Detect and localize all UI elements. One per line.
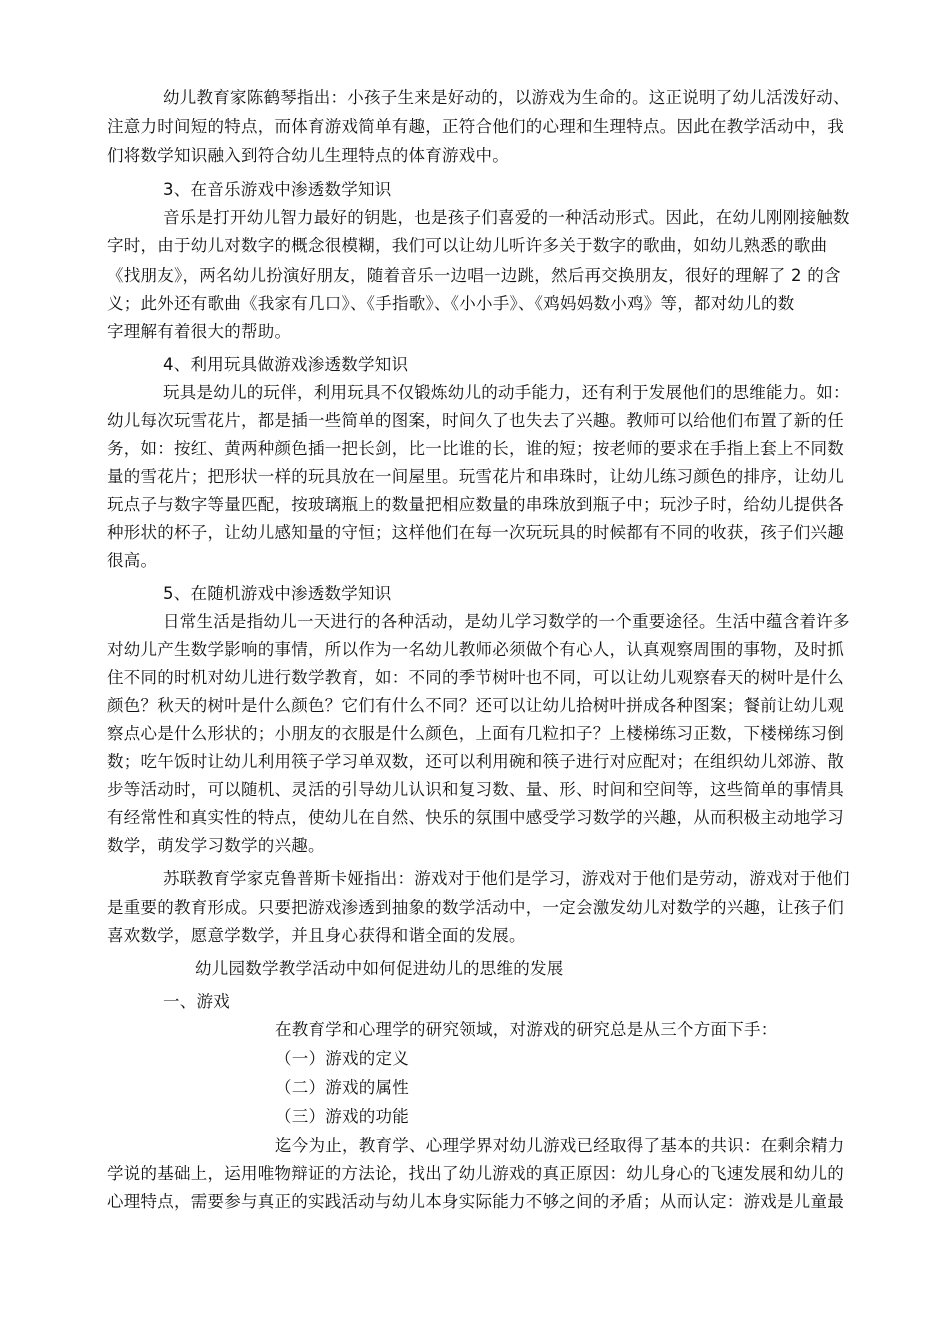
paragraph-line: 字时，由于幼儿对数字的概念很模糊，我们可以让幼儿听许多关于数字的歌曲，如幼儿熟悉的歌曲 — [107, 236, 828, 255]
paragraph-line: 幼儿每次玩雪花片，都是插一些简单的图案，时间久了也失去了兴趣。教师可以给他们布置了新的任 — [107, 411, 844, 430]
paragraph-line: 察点心是什么形状的；小朋友的衣服是什么颜色，上面有几粒扣子？上楼梯练习正数，下楼梯练习倒 — [107, 724, 844, 743]
paragraph-line: 住不同的时机对幼儿进行数学教育，如：不同的季节树叶也不同，可以让幼儿观察春天的树叶是什么 — [107, 668, 844, 687]
paragraph-line: 玩具是幼儿的玩伴，利用玩具不仅锻炼幼儿的动手能力，还有利于发展他们的思维能力。如： — [163, 383, 850, 402]
paragraph-line: 种形状的杯子，让幼儿感知量的守恒；这样他们在每一次玩玩具的时候都有不同的收获，孩子们兴趣 — [107, 523, 844, 542]
paragraph-line: 迄今为止，教育学、心理学界对幼儿游戏已经取得了基本的共识：在剩余精力 — [275, 1136, 845, 1155]
paragraph-line: 玩点子与数字等量匹配，按玻璃瓶上的数量把相应数量的串珠放到瓶子中；玩沙子时，给幼儿提供各 — [107, 495, 844, 514]
paragraph-line: 数；吃午饭时让幼儿利用筷子学习单双数，还可以利用碗和筷子进行对应配对；在组织幼儿郊游、散 — [107, 752, 844, 771]
paragraph-line: 对幼儿产生数学影响的事情，所以作为一名幼儿教师必须做个有心人，认真观察周围的事物，及时抓 — [107, 640, 844, 659]
section-heading: 一、游戏 — [163, 992, 230, 1011]
paragraph-line: 《找朋友》，两名幼儿扮演好朋友，随着音乐一边唱一边跳，然后再交换朋友，很好的理解了 2 的含 — [107, 266, 841, 285]
list-item: （三）游戏的功能 — [275, 1107, 409, 1126]
paragraph-line: 是重要的教育形成。只要把游戏渗透到抽象的数学活动中，一定会激发幼儿对数学的兴趣，让孩子们 — [107, 898, 844, 917]
paragraph-line: 有经常性和真实性的特点，使幼儿在自然、快乐的氛围中感受学习数学的兴趣，从而积极主动地学习 — [107, 808, 844, 827]
article-title: 幼儿园数学教学活动中如何促进幼儿的思维的发展 — [195, 959, 564, 978]
list-item: （二）游戏的属性 — [275, 1078, 409, 1097]
paragraph-line: 量的雪花片；把形状一样的玩具放在一间屋里。玩雪花片和串珠时，让幼儿练习颜色的排序，让幼儿 — [107, 467, 844, 486]
paragraph-line: 音乐是打开幼儿智力最好的钥匙，也是孩子们喜爱的一种活动形式。因此，在幼儿刚刚接触数 — [163, 208, 850, 227]
paragraph-line: 步等活动时，可以随机、灵活的引导幼儿认识和复习数、量、形、时间和空间等，这些简单的事情具 — [107, 780, 844, 799]
paragraph-line: 苏联教育学家克鲁普斯卡娅指出：游戏对于他们是学习，游戏对于他们是劳动，游戏对于他们 — [163, 869, 850, 888]
paragraph-line: 幼儿教育家陈鹤琴指出：小孩子生来是好动的，以游戏为生命的。这正说明了幼儿活泼好动、 — [163, 88, 850, 107]
paragraph-line: 们将数学知识融入到符合幼儿生理特点的体育游戏中。 — [107, 146, 509, 165]
paragraph-line: 日常生活是指幼儿一天进行的各种活动，是幼儿学习数学的一个重要途径。生活中蕴含着许多 — [163, 612, 850, 631]
paragraph-line: 喜欢数学，愿意学数学，并且身心获得和谐全面的发展。 — [107, 926, 526, 945]
paragraph-line: 务，如：按红、黄两种颜色插一把长剑，比一比谁的长，谁的短；按老师的要求在手指上套上不同数 — [107, 439, 844, 458]
list-item: （一）游戏的定义 — [275, 1049, 409, 1068]
paragraph-line: 心理特点，需要参与真正的实践活动与幼儿本身实际能力不够之间的矛盾；从而认定：游戏是儿童最 — [107, 1192, 844, 1211]
section-heading: 4、利用玩具做游戏渗透数学知识 — [163, 355, 409, 374]
paragraph-line: 数学，萌发学习数学的兴趣。 — [107, 836, 325, 855]
paragraph-line: 在教育学和心理学的研究领域，对游戏的研究总是从三个方面下手： — [275, 1020, 778, 1039]
section-heading: 5、在随机游戏中渗透数学知识 — [163, 584, 392, 603]
paragraph-line: 颜色？秋天的树叶是什么颜色？它们有什么不同？还可以让幼儿拾树叶拼成各种图案；餐前让幼儿观 — [107, 696, 844, 715]
paragraph-line: 注意力时间短的特点，而体育游戏简单有趣，正符合他们的心理和生理特点。因此在教学活动中，我 — [107, 117, 844, 136]
paragraph-line: 字理解有着很大的帮助。 — [107, 322, 292, 341]
section-heading: 3、在音乐游戏中渗透数学知识 — [163, 180, 392, 199]
paragraph-line: 学说的基础上，运用唯物辩证的方法论，找出了幼儿游戏的真正原因：幼儿身心的飞速发展和幼儿的 — [107, 1164, 844, 1183]
paragraph-line: 义；此外还有歌曲《我家有几口》、《手指歌》、《小小手》、《鸡妈妈数小鸡》等，都对幼儿的数 — [107, 294, 795, 313]
paragraph-line: 很高。 — [107, 551, 158, 570]
